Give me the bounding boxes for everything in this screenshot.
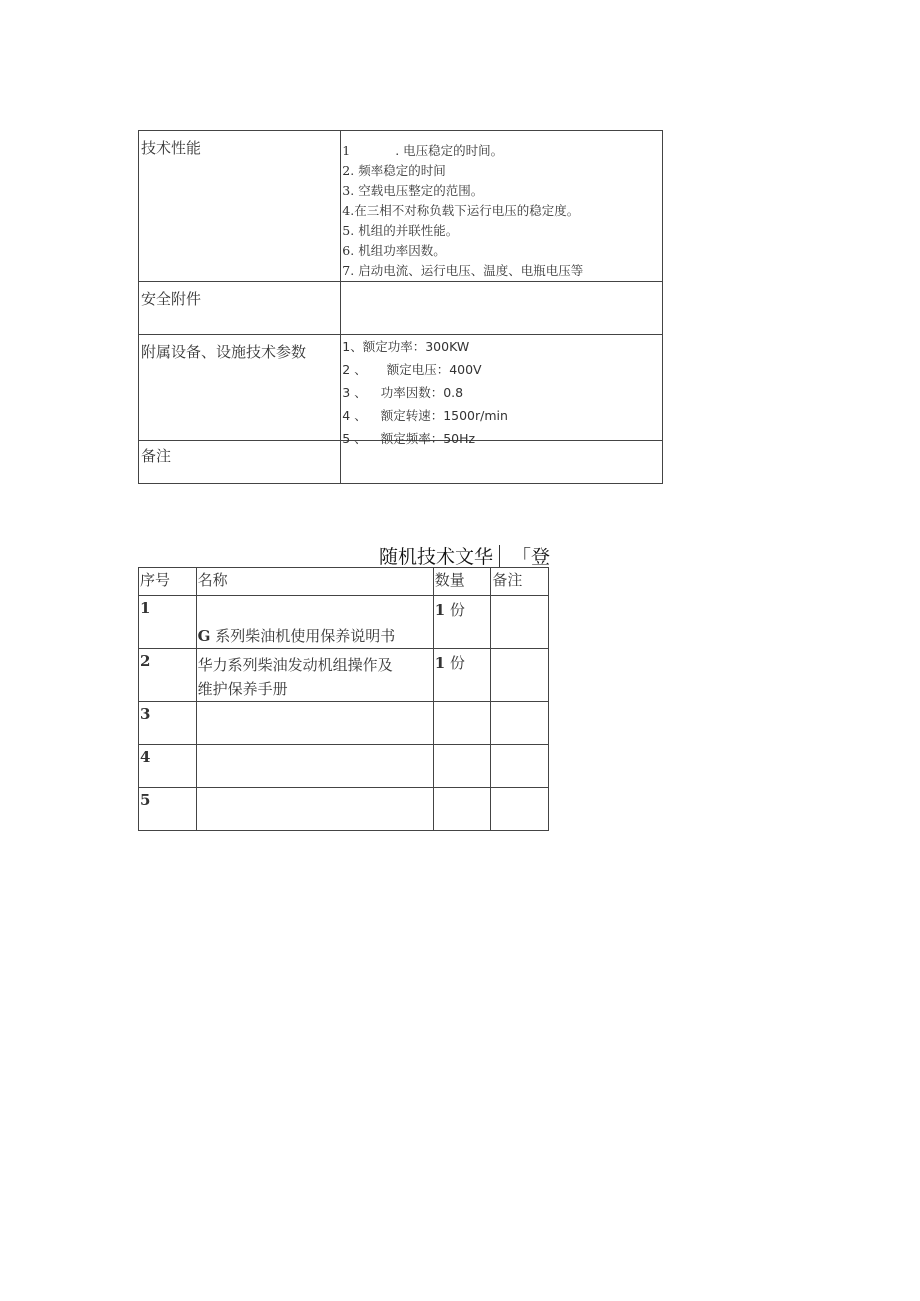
heading-left: 随机技术文华 xyxy=(379,546,494,568)
row-index: 4 xyxy=(139,745,197,788)
params-clip xyxy=(342,335,662,446)
list-item: 2. 频率稳定的时间 xyxy=(342,163,446,178)
list-item: 3 、 功率因数：0.8 xyxy=(342,385,464,400)
row-index: 2 xyxy=(139,649,197,702)
table-header-row xyxy=(139,568,549,596)
row-name xyxy=(196,702,433,745)
row-index: 3 xyxy=(139,702,197,745)
row-qty: 1 份 xyxy=(433,649,491,702)
list-item: 2 、 额定电压：400V xyxy=(342,362,482,377)
table-row xyxy=(139,702,549,745)
safety-accessories-value xyxy=(341,282,663,335)
list-item: 6. 机组功率因数。 xyxy=(342,243,446,258)
table-row xyxy=(139,745,549,788)
header-note: 备注 xyxy=(491,568,549,596)
row-qty xyxy=(433,745,491,788)
row-name xyxy=(196,788,433,831)
docs-table xyxy=(138,567,549,831)
row-qty: 1 份 xyxy=(433,596,491,649)
list-item: 5 、 额定频率：50Hz xyxy=(342,431,476,446)
label-remarks: 备注 xyxy=(139,441,341,484)
header-name: 名称 xyxy=(196,568,433,596)
row-note xyxy=(491,788,549,831)
label-equipment-params: 附属设备、设施技术参数 xyxy=(139,335,341,441)
table-row xyxy=(139,131,663,282)
row-index: 1 xyxy=(139,596,197,649)
table-row xyxy=(139,335,663,441)
equipment-params-list xyxy=(341,335,663,446)
row-name: G 系列柴油机使用保养说明书 xyxy=(196,596,433,649)
list-item: 4.在三相不对称负载下运行电压的稳定度。 xyxy=(342,203,580,218)
list-item: 3. 空载电压整定的范围。 xyxy=(342,183,484,198)
row-name xyxy=(196,745,433,788)
heading-divider xyxy=(499,545,500,567)
row-qty xyxy=(433,702,491,745)
table-row xyxy=(139,596,549,649)
list-item: 1 . 电压稳定的时间。 xyxy=(342,143,504,158)
label-performance: 技术性能 xyxy=(139,131,341,282)
header-qty: 数量 xyxy=(433,568,491,596)
performance-list xyxy=(341,131,663,282)
table-row xyxy=(139,649,549,702)
heading-right: 「登 xyxy=(512,546,551,568)
table-row xyxy=(139,788,549,831)
spec-table xyxy=(138,130,663,484)
list-item: 4 、 额定转速：1500r/min xyxy=(342,408,508,423)
row-note xyxy=(491,745,549,788)
row-note xyxy=(491,649,549,702)
list-item: 1、额定功率：300KW xyxy=(342,339,470,354)
list-item: 7. 启动电流、运行电压、温度、电瓶电压等 xyxy=(342,263,584,278)
label-safety-accessories: 安全附件 xyxy=(139,282,341,335)
header-index: 序号 xyxy=(139,568,197,596)
row-index: 5 xyxy=(139,788,197,831)
list-item: 5. 机组的并联性能。 xyxy=(342,223,459,238)
row-note xyxy=(491,702,549,745)
row-qty xyxy=(433,788,491,831)
section-heading xyxy=(379,542,550,569)
row-name: 华力系列柴油发动机组操作及 维护保养手册 xyxy=(196,649,433,702)
row-note xyxy=(491,596,549,649)
table-row xyxy=(139,282,663,335)
